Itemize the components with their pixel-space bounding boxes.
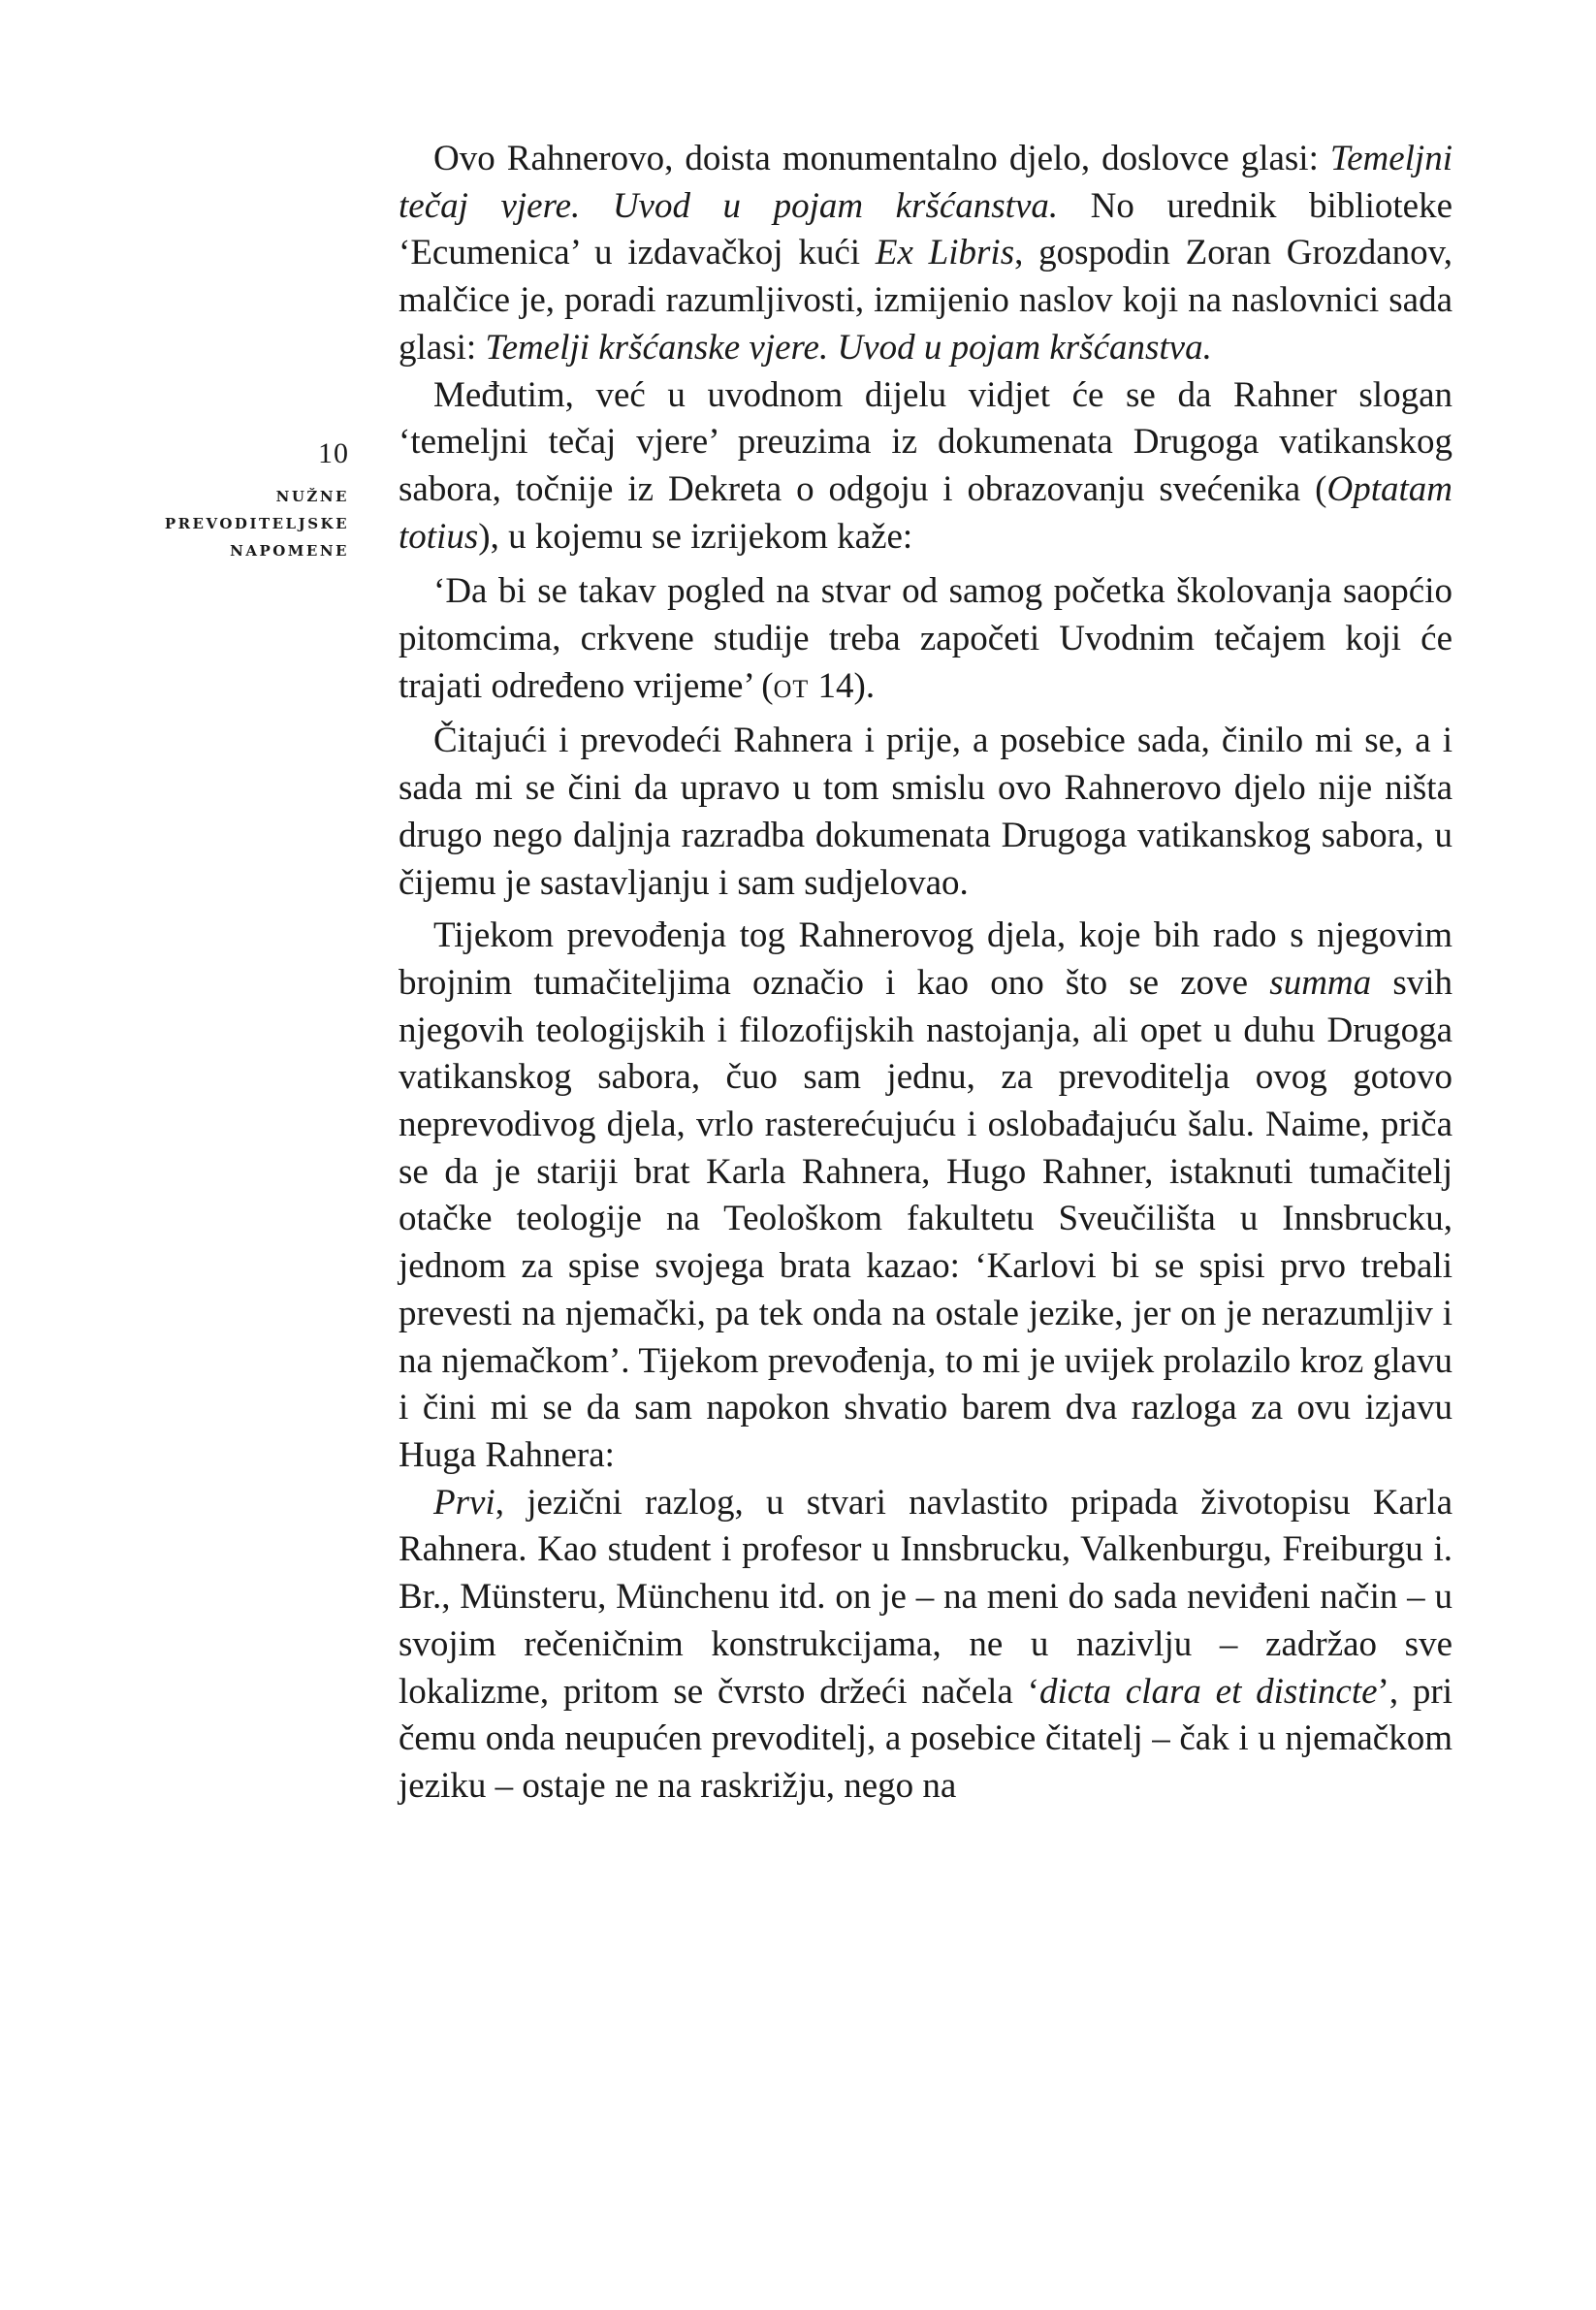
paragraph-quote [399,568,1452,710]
running-head-line-2: PREVODITELJSKE [164,515,349,532]
decree-title-italic: Optatam totius [399,468,1452,557]
paragraph-5 [399,913,1452,1479]
running-head [97,483,349,564]
text-span: , gospodin Zoran Grozdanov, malčice je, poradi razumljivosti, izmijenio naslov koji na naslovnici sada glasi: [399,233,1452,368]
running-head-line-1: NUŽNE [275,488,349,505]
text-span: 14). [809,665,876,706]
summa-italic: summa [1269,962,1372,1003]
body-text [399,136,1452,1811]
latin-phrase-italic: dicta clara et distincte [1038,1671,1378,1712]
abbreviation-smallcaps: ot [773,665,810,706]
paragraph-2 [399,372,1452,561]
publisher-italic: Ex Libris [875,233,1015,273]
book-title-italic: Temeljni tečaj vjere. Uvod u pojam kršćanstva. [399,139,1452,226]
text-span: Tijekom prevođenja tog Rahnerovog djela, koje bih rado s njegovim brojnim tumačiteljima označio i kao ono što se zove [399,915,1452,1003]
text-span: ), u kojemu se izrijekom kaže: [478,516,913,557]
paragraph-6 [399,1480,1452,1811]
text-span: Međutim, već u uvodnom dijelu vidjet će se da Rahner slogan ‘temeljni tečaj vjere’ preuzima iz dokumenata Drugoga vatikanskog sabora, točnije iz Dekreta o odgoju i obrazovanju svećenika ( [399,374,1452,509]
prvi-italic: Prvi [433,1482,495,1523]
text-span: ’, pri čemu onda neupućen prevoditelj, a posebice čitatelj – čak i u njemačkom jeziku – ostaje ne na raskrižju, nego na [399,1671,1452,1806]
new-title-italic: Temelji kršćanske vjere. Uvod u pojam kršćanstva. [485,327,1212,368]
running-head-line-3: NAPOMENE [230,542,349,560]
text-span: svih njegovih teologijskih i filozofijskih nastojanja, ali opet u duhu Drugoga vatikanskog sabora, čuo sam jednu, za prevoditelja ovog gotovo neprevodivog djela, vrlo rasterećujuću i oslobađajuću šalu. Naime, priča se da je stariji brat Karla Rahnera, Hugo Rahner, istaknuti tumačitelj otačke teologije na Teološkom fakultetu Sveučilišta u Innsbrucku, jednom za spise svojega brata kazao: ‘Karlovi bi se spisi prvo trebali prevesti na njemački, pa tek onda na ostale jezike, jer on je nerazumljiv i na njemačkom’. Tijekom prevođenja, to mi je uvijek prolazilo kroz glavu i čini mi se da sam napokon shvatio barem dva razloga za ovu izjavu Huga Rahnera: [399,962,1452,1475]
paragraph-1 [399,136,1452,372]
page-number: 10 [318,437,349,469]
margin-column [97,434,349,564]
text-span: , jezični razlog, u stvari navlastito pripada životopisu Karla Rahnera. Kao student i profesor u Innsbrucku, Valkenburgu, Freiburgu i. Br., Münsteru, Münchenu itd. on je – na meni do sada neviđeni način – u svojim rečeničnim konstrukcijama, ne u nazivlju – zadržao sve lokalizme, pritom se čvrsto držeći načela ‘ [399,1482,1452,1712]
text-span: Ovo Rahnerovo, doista monumentalno djelo, doslovce glasi: [433,139,1330,178]
paragraph-4: Čitajući i prevodeći Rahnera i prije, a posebice sada, činilo mi se, a i sada mi se čini da upravo u tom smislu ovo Rahnerovo djelo nije ništa drugo nego daljnja razradba dokumenata Drugoga vatikanskog sabora, u čijemu je sastavljanju i sam sudjelovao. [399,721,1452,903]
text-span: ‘Da bi se takav pogled na stvar od samog početka školovanja saopćio pitomcima, crkvene studije treba započeti Uvodnim tečajem koji će trajati određeno vrijeme’ ( [399,571,1452,706]
text-span: No urednik biblioteke ‘Ecumenica’ u izdavačkoj kući [399,185,1452,273]
